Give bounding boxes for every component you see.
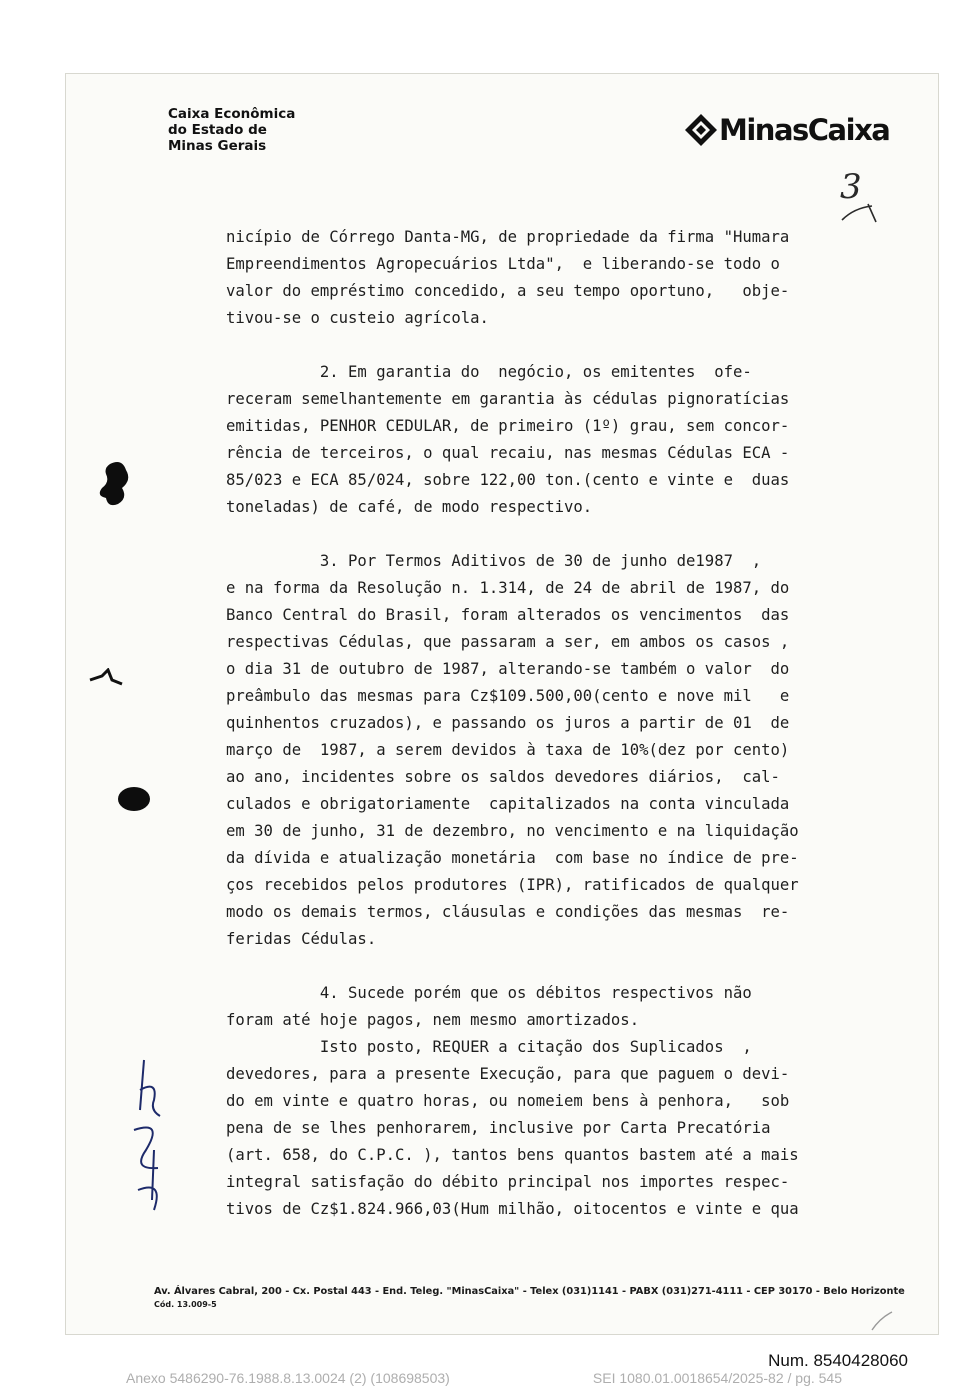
text-line: feridas Cédulas.: [226, 930, 377, 948]
text-line: culados e obrigatoriamente capitalizados na conta vinculada: [226, 795, 790, 813]
text-line: e na forma da Resolução n. 1.314, de 24 de abril de 1987, do: [226, 579, 790, 597]
text-line: emitidas, PENHOR CEDULAR, de primeiro (1º) grau, sem concor-: [226, 417, 790, 435]
text-line: do em vinte e quatro horas, ou nomeiem bens à penhora, sob: [226, 1092, 790, 1110]
annex-reference: Anexo 5486290-76.1988.8.13.0024 (2) (108698503): [126, 1370, 450, 1386]
handwritten-initials: [124, 1050, 184, 1220]
sei-reference: SEI 1080.01.0018654/2025-82 / pg. 545: [592, 1370, 842, 1386]
text-line: devedores, para a presente Execução, para que paguem o devi-: [226, 1065, 790, 1083]
text-line: quinhentos cruzados), e passando os juros a partir de 01 de: [226, 714, 790, 732]
paragraph-1: [226, 224, 870, 332]
corner-fold-mark: [868, 1308, 896, 1334]
organization-name: [168, 106, 295, 154]
text-line: em 30 de junho, 31 de dezembro, no vencimento e na liquidação: [226, 822, 799, 840]
text-line: 4. Sucede porém que os débitos respectivos não: [226, 984, 752, 1002]
text-line: tivou-se o custeio agrícola.: [226, 309, 489, 327]
document-body: [226, 224, 870, 1223]
text-line: ços recebidos pelos produtores (IPR), ratificados de qualquer: [226, 876, 799, 894]
org-line: Caixa Econômica: [168, 106, 296, 122]
text-line: Banco Central do Brasil, foram alterados os vencimentos das: [226, 606, 790, 624]
document-number: Num. 8540428060: [768, 1351, 908, 1370]
paragraph-3: [226, 548, 870, 953]
text-line: nicípio de Córrego Danta-MG, de propriedade da firma "Humara: [226, 228, 790, 246]
punch-hole-mark: [96, 458, 136, 508]
text-line: Empreendimentos Agropecuários Ltda", e liberando-se todo o: [226, 255, 780, 273]
text-line: tivos de Cz$1.824.966,03(Hum milhão, oitocentos e vinte e qua: [226, 1200, 799, 1218]
paragraph-4: [226, 980, 870, 1223]
text-line: 85/023 e ECA 85/024, sobre 122,00 ton.(cento e vinte e duas: [226, 471, 790, 489]
text-line: respectivas Cédulas, que passaram a ser, em ambos os casos ,: [226, 633, 790, 651]
handwritten-slash-mark: [838, 200, 880, 226]
text-line: toneladas) de café, de modo respectivo.: [226, 498, 593, 516]
text-line: rência de terceiros, o qual recaiu, nas mesmas Cédulas ECA -: [226, 444, 790, 462]
footer-code: Cód. 13.009-5: [154, 1300, 217, 1309]
text-line: o dia 31 de outubro de 1987, alterando-se também o valor do: [226, 660, 790, 678]
text-line: valor do empréstimo concedido, a seu tempo oportuno, obje-: [226, 282, 790, 300]
text-line: integral satisfação do débito principal nos importes respec-: [226, 1173, 790, 1191]
logo-text: MinasCaixa: [719, 113, 890, 147]
org-line: do Estado de: [168, 122, 267, 138]
org-line: Minas Gerais: [168, 138, 267, 154]
text-line: 3. Por Termos Aditivos de 30 de junho de1987 ,: [226, 552, 762, 570]
text-line: receram semelhantemente em garantia às cédulas pignoratícias: [226, 390, 790, 408]
paragraph-2: [226, 359, 870, 521]
text-line: março de 1987, a serem devidos à taxa de 10%(dez por cento): [226, 741, 790, 759]
handwritten-page-number: 3: [840, 167, 862, 207]
text-line: foram até hoje pagos, nem mesmo amortizados.: [226, 1011, 640, 1029]
text-line: 2. Em garantia do negócio, os emitentes ofe-: [226, 363, 752, 381]
text-line: ao ano, incidentes sobre os saldos devedores diários, cal-: [226, 768, 780, 786]
text-line: Isto posto, REQUER a citação dos Suplicados ,: [226, 1038, 752, 1056]
footer-address: Av. Álvares Cabral, 200 - Cx. Postal 443 - End. Teleg. "MinasCaixa" - Telex (031)1141 - PABX (031)271-4111 - CEP 30170 - Belo Horizonte: [154, 1286, 905, 1297]
text-line: preâmbulo das mesmas para Cz$109.500,00(cento e nove mil e: [226, 687, 790, 705]
text-line: modo os demais termos, cláusulas e condições das mesmas re-: [226, 903, 790, 921]
minascaixa-diamond-logo-icon: [684, 113, 718, 147]
text-line: (art. 658, do C.P.C. ), tantos bens quantos bastem até a mais: [226, 1146, 799, 1164]
text-line: da dívida e atualização monetária com base no índice de pre-: [226, 849, 799, 867]
punch-hole-mark: [114, 784, 154, 814]
text-line: pena de se lhes penhorarem, inclusive por Carta Precatória: [226, 1119, 771, 1137]
margin-tick-mark: [88, 668, 124, 690]
minascaixa-logo: [684, 110, 889, 150]
